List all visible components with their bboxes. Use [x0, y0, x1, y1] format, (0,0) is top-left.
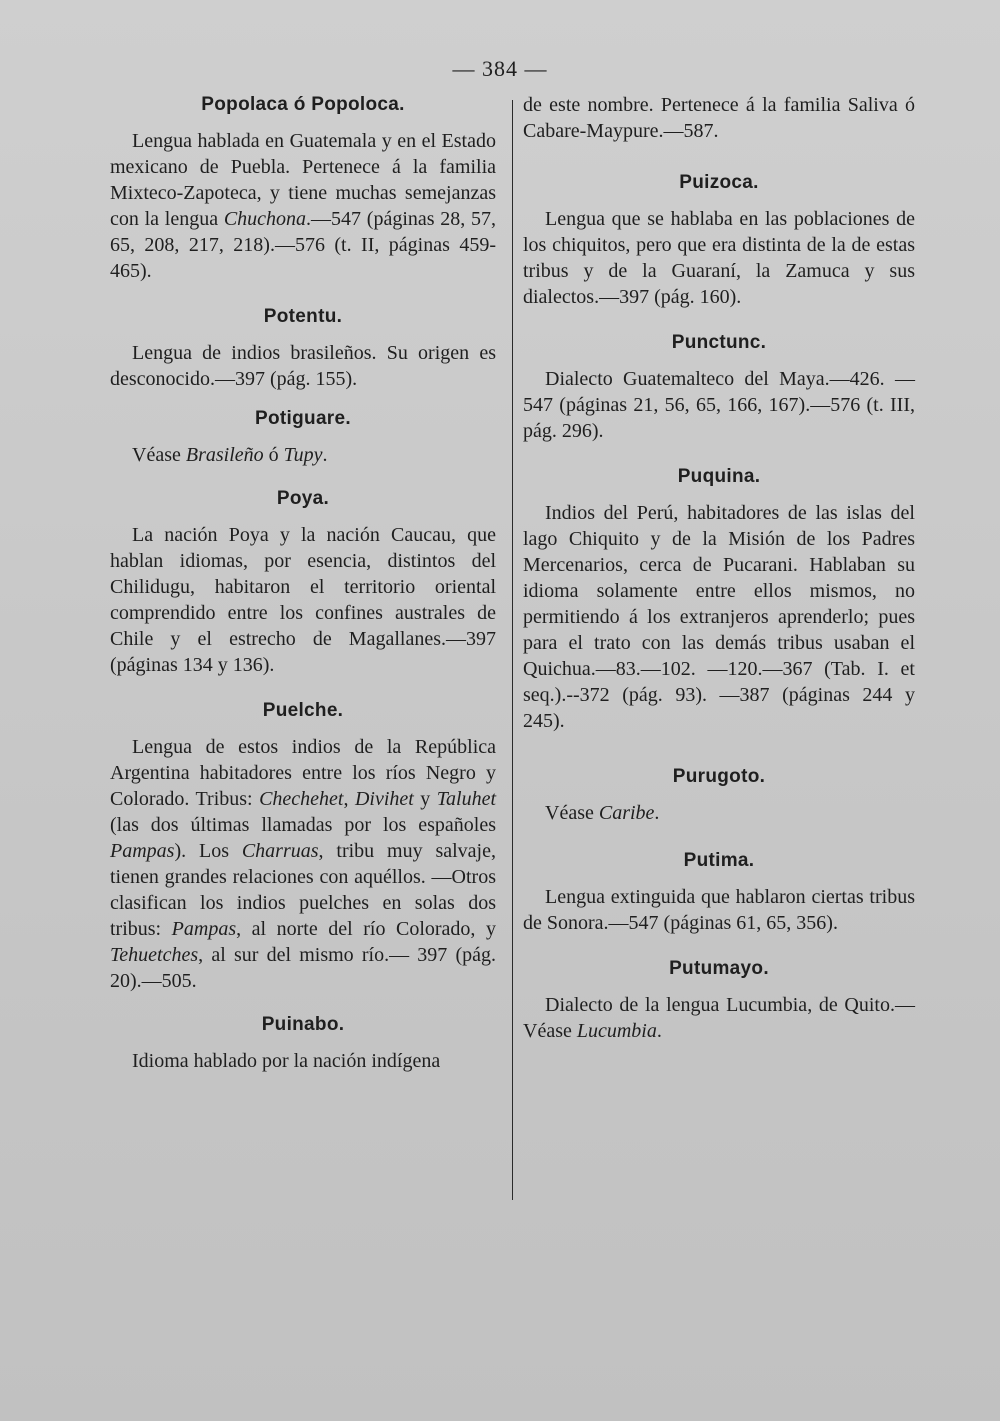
- entry-heading: Putumayo.: [669, 958, 769, 979]
- entry-body: [110, 734, 496, 994]
- italic-term: Tupy: [283, 444, 323, 466]
- text-run: Dialecto Guatemalteco del Maya.—426. —547 (páginas 21, 56, 65, 166, 167).—576 (t. III, pág. 296).: [523, 368, 915, 442]
- entry-body: [110, 522, 496, 678]
- entry-body: [523, 206, 915, 310]
- entry-heading: Puelche.: [262, 700, 344, 721]
- text-run: .: [656, 1020, 662, 1042]
- page-number: — 384 —: [452, 56, 548, 81]
- entry-puelche: [110, 698, 496, 994]
- entry-puquina: [523, 464, 915, 734]
- left-column: [110, 92, 496, 1074]
- entry-body: [523, 800, 915, 826]
- text-run: Lengua de indios brasileños. Su origen es desconocido.—397 (pág. 155).: [110, 342, 496, 390]
- entry-heading: Potentu.: [263, 306, 343, 327]
- entry-heading: Puinabo.: [261, 1014, 345, 1035]
- entry-body: [110, 1048, 496, 1074]
- italic-term: Taluhet: [436, 788, 497, 810]
- text-run: .—547 (páginas 28, 57, 65, 208, 217, 218).—576 (t. II, páginas 459-465).: [110, 208, 496, 282]
- text-run: La nación Poya y la nación Caucau, que hablan idiomas, por esencia, distintos del Chilidugu, habitaron el territorio oriental comprendido entre los confines australes de Chile y el estrecho de Magallanes.—397 (páginas 134 y 136).: [110, 524, 496, 676]
- entry-body: [523, 366, 915, 444]
- text-run: .: [322, 444, 328, 466]
- text-run: ). Los: [174, 840, 242, 862]
- entry-potiguare: [110, 406, 496, 468]
- text-run: , al norte del río Colorado, y: [236, 918, 496, 940]
- italic-term: Caribe: [598, 802, 655, 824]
- italic-term: Pampas: [110, 840, 175, 862]
- entry-body: [523, 500, 915, 734]
- entry-putumayo: [523, 956, 915, 1044]
- text-run: Véase: [545, 802, 599, 824]
- entry-poya: [110, 486, 496, 678]
- entry-heading: Poya.: [276, 488, 330, 509]
- entry-purugoto: [523, 764, 915, 826]
- text-run: .: [654, 802, 660, 824]
- entry-heading: Popolaca ó Popoloca.: [201, 94, 405, 115]
- entry-puinabo-continued: [523, 92, 915, 144]
- entry-puinabo: [110, 1012, 496, 1074]
- text-run: Lengua de estos indios de la República Argentina habitadores entre los ríos Negro y Colorado. Tribus:: [110, 736, 496, 810]
- column-divider: [512, 100, 513, 1200]
- entry-body: [110, 442, 496, 468]
- text-run: y: [413, 788, 437, 810]
- entry-heading: Potiguare.: [255, 408, 351, 429]
- entry-body: [523, 992, 915, 1044]
- entry-body: [523, 884, 915, 936]
- entry-heading: Puizoca.: [679, 172, 759, 193]
- text-run: , tribu muy salvaje, tienen grandes relaciones con aquéllos. —Otros clasifican los indios puelches en solas dos tribus:: [110, 840, 496, 940]
- entry-body: [110, 340, 496, 392]
- entry-body: [523, 92, 915, 144]
- entry-heading: Puquina.: [677, 466, 761, 487]
- italic-term: Pampas: [171, 918, 237, 940]
- italic-term: Charruas: [241, 840, 319, 862]
- text-run: Idioma hablado por la nación indígena: [132, 1050, 441, 1072]
- text-run: , al sur del mismo río.— 397 (pág. 20).—505.: [110, 944, 496, 992]
- text-run: Dialecto de la lengua Lucumbia, de Quito.—Véase: [523, 994, 915, 1042]
- text-run: Lengua hablada en Guatemala y en el Estado mexicano de Puebla. Pertenece á la familia Mixteco-Zapoteca, y tiene muchas semejanzas con la lengua: [110, 130, 496, 230]
- italic-term: Chuchona: [223, 208, 307, 230]
- italic-term: Tehuetches: [110, 944, 199, 966]
- text-run: Lengua extinguida que hablaron ciertas tribus de Sonora.—547 (páginas 61, 65, 356).: [523, 886, 915, 934]
- text-run: Véase: [132, 444, 186, 466]
- italic-term: Brasileño: [185, 444, 264, 466]
- italic-term: Divihet: [354, 788, 414, 810]
- text-run: Lengua que se hablaba en las poblaciones de los chiquitos, pero que era distinta de la de estas tribus y de la Guaraní, la Zamuca y sus dialectos.—397 (pág. 160).: [523, 208, 915, 308]
- italic-term: Lucumbia: [576, 1020, 657, 1042]
- entry-punctunc: [523, 330, 915, 444]
- text-run: ,: [343, 788, 355, 810]
- entry-heading: Purugoto.: [672, 766, 766, 787]
- entry-body: [110, 128, 496, 284]
- entry-popolaca: [110, 92, 496, 284]
- entry-potentu: [110, 304, 496, 392]
- right-column: [523, 92, 915, 1044]
- text-run: (las dos últimas llamadas por los españoles: [110, 814, 496, 836]
- entry-puizoca: [523, 170, 915, 310]
- text-run: de este nombre. Pertenece á la familia Saliva ó Cabare-Maypure.—587.: [523, 94, 915, 142]
- text-run: Indios del Perú, habitadores de las islas del lago Chiquito y de la Misión de los Padres Mercenarios, cerca de Pucarani. Hablaban su idioma solamente entre ellos mismos, no permitiendo á los extranjeros aprenderlo; pues para el trato con las demás tribus usaban el Quichua.—83.—102. —120.—367 (Tab. I. et seq.).--372 (pág. 93). —387 (páginas 244 y 245).: [523, 502, 915, 732]
- entry-heading: Putima.: [683, 850, 755, 871]
- text-run: ó: [263, 444, 284, 466]
- italic-term: Chechehet: [259, 788, 344, 810]
- entry-putima: [523, 848, 915, 936]
- entry-heading: Punctunc.: [671, 332, 767, 353]
